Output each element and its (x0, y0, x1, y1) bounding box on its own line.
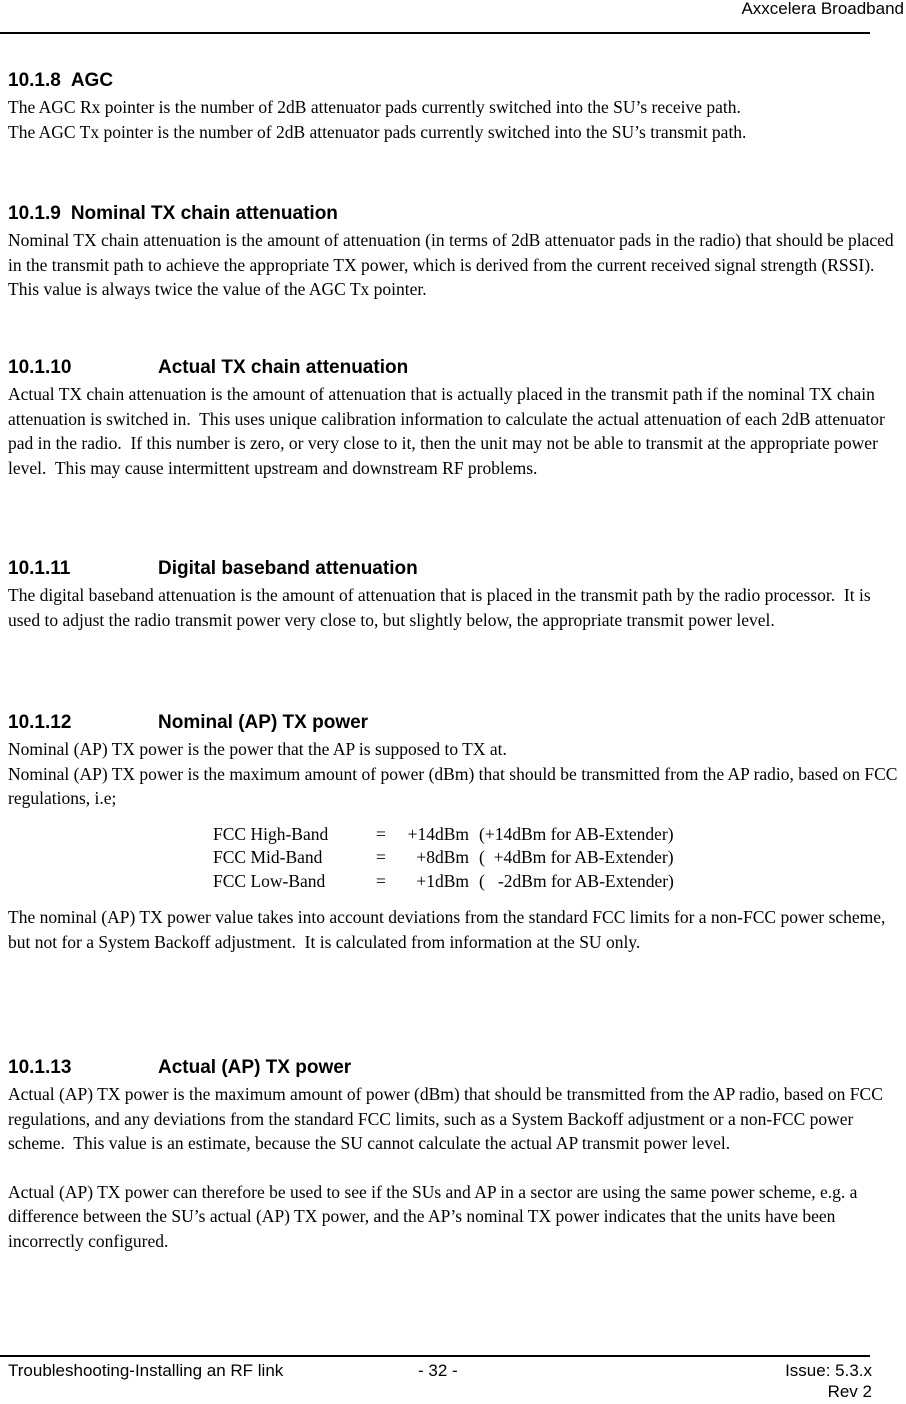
section-digital-baseband-attenuation (8, 558, 906, 632)
equals-sign: = (376, 870, 386, 891)
section-heading (8, 357, 906, 379)
section-paragraph: Actual (AP) TX power can therefore be used to see if the SUs and AP in a sector are using the same power scheme, e.g. a difference between the SU’s actual (AP) TX power, and the AP’s nominal TX power indicates that the units have been incorrectly configured. (8, 1181, 862, 1251)
section-paragraph: The digital baseband attenuation is the amount of attenuation that is placed in the transmit path by the radio processor. It is used to adjust the radio transmit power very close to, but slightly below, the appropriate transmit power level. (8, 585, 876, 630)
header-divider (0, 32, 870, 34)
footer-issue (785, 1360, 872, 1402)
section-nominal-tx-chain-attenuation (8, 203, 906, 302)
table-row (213, 823, 674, 847)
section-nominal-ap-tx-power (8, 712, 906, 954)
section-heading (8, 1057, 906, 1079)
footer-page-number: - 32 - (418, 1361, 458, 1380)
section-actual-tx-chain-attenuation (8, 357, 906, 480)
fcc-band: FCC Low-Band (213, 870, 326, 891)
table-row (213, 846, 674, 870)
section-title: Nominal TX chain attenuation (70, 203, 338, 224)
extender-value: (+14dBm for AB-Extender) (479, 823, 674, 844)
section-heading (8, 203, 906, 225)
section-paragraph: Actual TX chain attenuation is the amount of attenuation that is actually placed in the transmit path if the nominal TX chain attenuation is switched in. This uses unique calibration information to calculate the actual attenuation of each 2dB attenuator pad in the radio. If this number is zero, or very close to it, then the unit may not be able to transmit at the appropriate power level. This may cause intermittent upstream and downstream RF problems. (8, 384, 890, 478)
section-title: Nominal (AP) TX power (158, 712, 369, 733)
fcc-band: FCC Mid-Band (213, 847, 323, 867)
section-paragraph: The AGC Rx pointer is the number of 2dB attenuator pads currently switched into the SU’s receive path. The AGC Tx pointer is the number of 2dB attenuator pads currently switched into the SU’s transmit path. (8, 97, 747, 142)
section-title: Actual (AP) TX power (158, 1057, 352, 1078)
section-agc (8, 70, 906, 144)
section-title: AGC (70, 70, 114, 91)
section-paragraph: Nominal (AP) TX power is the power that the AP is supposed to TX at. Nominal (AP) TX power is the maximum amount of power (dBm) that should be transmitted from the AP radio, based on FCC regulations, i.e; (8, 739, 898, 808)
section-title: Actual TX chain attenuation (158, 357, 409, 378)
footer-revision: Rev 2 (827, 1382, 872, 1401)
section-number: 10.1.13 (8, 1057, 72, 1078)
power-value: +14dBm (407, 823, 469, 844)
fcc-band: FCC High-Band (213, 823, 329, 844)
table-row (213, 870, 674, 894)
extender-value: ( -2dBm for AB-Extender) (479, 870, 674, 891)
header-company-name: Axxcelera Broadband (741, 0, 904, 18)
extender-value: ( +4dBm for AB-Extender) (479, 847, 674, 867)
footer-divider (0, 1355, 870, 1357)
section-number: 10.1.9 (8, 203, 61, 224)
section-heading (8, 70, 906, 92)
equals-sign: = (376, 847, 386, 867)
section-title: Digital baseband attenuation (158, 558, 418, 579)
section-number: 10.1.8 (8, 70, 61, 91)
equals-sign: = (376, 823, 386, 844)
power-value: +8dBm (416, 847, 469, 867)
section-number: 10.1.10 (8, 357, 72, 378)
fcc-power-table (213, 823, 674, 894)
section-heading (8, 712, 906, 734)
section-heading (8, 558, 906, 580)
section-number: 10.1.12 (8, 712, 72, 733)
footer-document-title: Troubleshooting-Installing an RF link (8, 1361, 284, 1380)
footer-issue-number: Issue: 5.3.x (785, 1361, 872, 1380)
section-paragraph: The nominal (AP) TX power value takes into account deviations from the standard FCC limits for a non-FCC power scheme, but not for a System Backoff adjustment. It is calculated from information at the SU only. (8, 907, 890, 952)
section-paragraph: Actual (AP) TX power is the maximum amount of power (dBm) that should be transmitted from the AP radio, based on FCC regulations, and any deviations from the standard FCC limits, such as a System Backoff adjustment or a non-FCC power scheme. This value is an estimate, because the SU cannot calculate the actual AP transmit power level. (8, 1084, 888, 1153)
section-number: 10.1.11 (8, 558, 71, 579)
section-actual-ap-tx-power (8, 1057, 906, 1253)
power-value: +1dBm (416, 870, 469, 891)
section-paragraph: Nominal TX chain attenuation is the amount of attenuation (in terms of 2dB attenuator pads in the radio) that should be placed in the transmit path to achieve the appropriate TX power, which is derived from the current received signal strength (RSSI). This value is always twice the value of the AGC Tx pointer. (8, 230, 899, 299)
